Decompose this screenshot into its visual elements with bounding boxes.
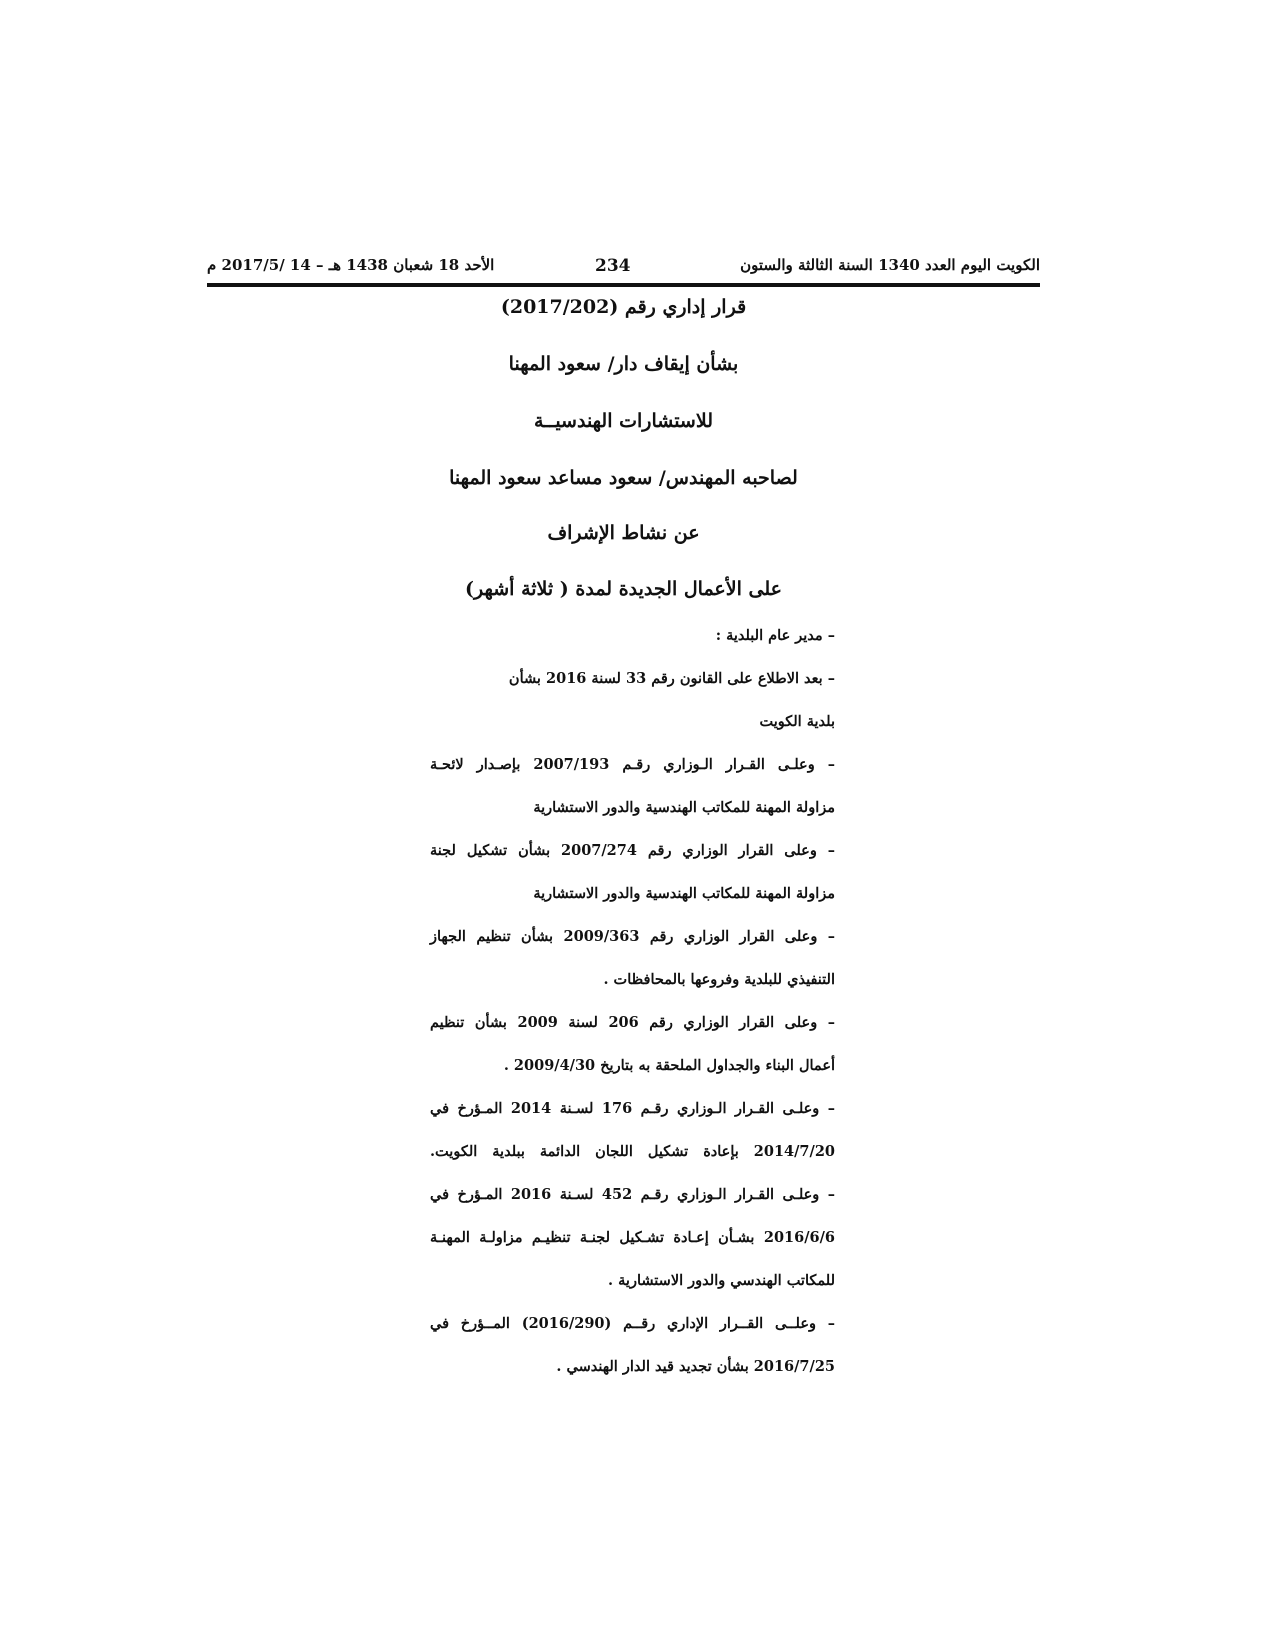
decree-title: قرار إداري رقم (2017/202) [500,296,747,318]
decree-subtitle: على الأعمال الجديدة لمدة ( ثلاثة أشهر) [465,578,782,600]
body-line: – مدير عام البلدية : [715,627,835,644]
header-rule [207,283,1040,287]
body-line: 2016/7/25 بشأن تجديد قيد الدار الهندسي . [556,1358,835,1375]
decree-subtitle: للاستشارات الهندسيــة [534,410,713,432]
body-line: – بعد الاطلاع على القانون رقم 33 لسنة 2016 بشأن [508,670,835,687]
body-line: – وعلـى القـرار الـوزاري رقـم 2007/193 بإصـدار لائحـة [430,756,835,773]
issue-date: الأحد 18 شعبان 1438 هـ – 14 /2017/5 م [207,256,495,274]
body-line: بلدية الكويت [759,713,835,730]
body-line: مزاولة المهنة للمكاتب الهندسية والدور الاستشارية [533,885,835,902]
publication-info: الكويت اليوم العدد 1340 السنة الثالثة والستون [740,256,1040,274]
body-line: للمكاتب الهندسي والدور الاستشارية . [608,1272,835,1289]
body-line: – وعلـى القـرار الـوزاري رقـم 452 لسـنة 2016 المـؤرخ في [430,1186,835,1203]
body-line: أعمال البناء والجداول الملحقة به بتاريخ 2009/4/30 . [503,1057,835,1074]
body-line: – وعلـى القـرار الـوزاري رقـم 176 لسـنة 2014 المـؤرخ في [430,1100,835,1117]
decree-subtitle: عن نشاط الإشراف [547,522,700,544]
body-line: – وعلــى القــرار الإداري رقــم (2016/290) المــؤرخ في [430,1315,835,1332]
page-header [207,256,1040,280]
body-line: مزاولة المهنة للمكاتب الهندسية والدور الاستشارية [533,799,835,816]
body-line: – وعلى القرار الوزاري رقم 2009/363 بشأن تنظيم الجهاز [430,928,835,945]
decree-subtitle: بشأن إيقاف دار/ سعود المهنا [508,353,739,375]
body-line: 2016/6/6 بشـأن إعـادة تشـكيل لجنـة تنظيـم مزاولـة المهنـة [430,1229,835,1246]
body-line: – وعلى القرار الوزاري رقم 206 لسنة 2009 بشأن تنظيم [430,1014,835,1031]
body-line: – وعلى القرار الوزاري رقم 2007/274 بشأن تشكيل لجنة [430,842,835,859]
decree-subtitle: لصاحبه المهندس/ سعود مساعد سعود المهنا [449,467,798,489]
body-line: 2014/7/20 بإعادة تشكيل اللجان الدائمة ببلدية الكويت. [430,1143,835,1160]
body-line: التنفيذي للبلدية وفروعها بالمحافظات . [603,971,835,988]
page-number: 234 [595,256,631,276]
